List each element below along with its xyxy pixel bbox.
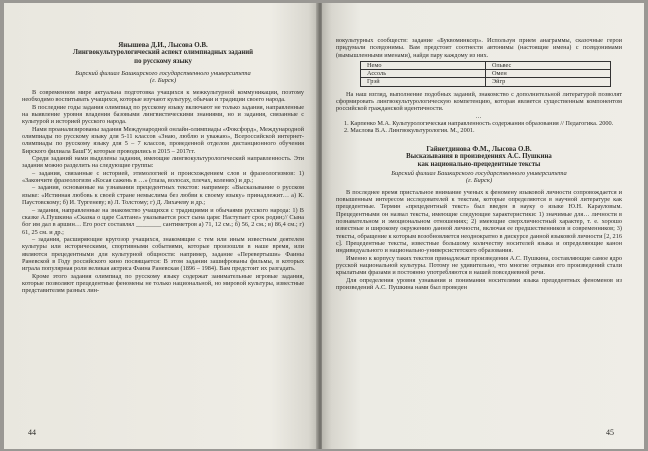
- anagram-table: [360, 61, 611, 87]
- left-paragraph: Нами проанализированы задания Международной онлайн-олимпиады «Фоксфорд», Международной олимпиады по русскому языку для 5-11 классов «Знаю, люблю и уважаю», Всероссийской интернет-олимпиады по русскому языку для 5 – 7 классов, проведенной отделом дистанционного обучения Бирского филиала БашГУ, которые проводились в 2015 – 2017гг.: [22, 125, 304, 155]
- right-article-title-line-1: Высказывания в произведениях А.С. Пушкина: [406, 153, 552, 161]
- left-paragraph: – задания, направленные на знакомство учащихся с традициями и обычаями русского народа: 1) В сказке А.Пушкина «Сказка о царе Салтане» указывается рост сына царя: Наступает срок родин;// Сына бог им дал в аршин… Его рост составлял ________ сантиметров а) 71, 12 см.; б) 56, 2 см.; в) 86,4 см.; г) 61, 25 см. и др.;: [22, 206, 304, 236]
- reference-item: 1. Карпенко М.А. Культурологическая направленность содержания образования // Педагогика. 2000.: [344, 120, 614, 128]
- left-paragraph: – задания, расширяющие кругозор учащихся, знакомящие с тем или иным известным деятелем культуры или историческими, спортивными событиями, которые произошли в наше время, или являются прецедентными для культурной общности: например, задание «Перевертыши» Фаины Раневской в Году российского кино посвящается: В этом задании зашифрованы фильмы, в которых играла популярная роли великая актриса Фаина Раневская (1896 – 1984). Вам предстоит их разгадать.: [22, 235, 304, 273]
- left-article-authors: Янышева Д.И., Лысова О.В.: [118, 41, 208, 49]
- left-paragraph: В последние годы задания олимпиад по русскому языку включают не только задания, направленные на выявление уровня владения базовыми лингвистическими знаниями, но и задания, связанные с культурой и историей русского народа.: [22, 103, 304, 126]
- left-article-city: (г. Бирск): [149, 77, 177, 85]
- left-paragraph: Среди заданий нами выделены задания, имеющие лингвокультурологический направленность. Эти задания можно разделить на следующие группы:: [22, 155, 304, 170]
- table-cell: Немо: [361, 62, 486, 70]
- right-article-title-line-2: как национально-прецедентные тексты: [417, 161, 541, 169]
- table-cell: Эйгр: [486, 78, 611, 86]
- references-separator: …: [475, 112, 483, 120]
- table-row: [361, 78, 611, 86]
- right-continued-paragraph: вокультурных сообществ: задание «Буквоминксер». Используя прием анаграммы, сказочные герои придумали псевдонимы. Вам предстоит соотнести автонимы (настоящие имена) с псевдонимами (вымышленными именами), найдя пару каждому из них.: [336, 37, 622, 59]
- left-paragraph: – задания, связанные с историей, этимологией и происхождением слов и фразеологизмов: 1) «Закончите фразеологизм «Косая сажень в …» (глаза, волосах, плечах, коленях) и др.;: [22, 169, 304, 185]
- right-article-authors: Гайнетдинова Ф.М., Лысова О.В.: [426, 144, 532, 153]
- left-paragraph: – задания, основанные на узнавании прецедентных текстов: например: «Высказывание о русском языке: «Истинная любовь к своей стране немыслима без любви к своему языку» принадлежит… а) К. Паустовскому; б) И. Тургеневу; в) Л. Толстому; г) Д. Лихачеву и др.;: [22, 184, 304, 207]
- left-article-title-line-2: по русскому языку: [134, 57, 192, 65]
- references-list: [336, 120, 622, 135]
- table-cell: Ольвес: [486, 62, 611, 70]
- right-paragraph: Для определения уровня узнавания и понимания носителями языка прецедентных феноменов из произведений А.С. Пушкина нами был проведен: [336, 276, 622, 292]
- table-cell: Омен: [486, 70, 611, 78]
- right-paragraph: Именно к корпусу таких текстов принадлежат произведения А.С. Пушкина, составляющие самое ядро русской национальной культуры. Потому не удивительно, что многие отрывки его произведений стали крылатыми фразами и постоянно употребляются в нашей повседневной речи.: [336, 254, 622, 277]
- table-row: [361, 70, 611, 78]
- right-paragraph: В последнее время пристальное внимание ученых к феномену языковой личности сопровождается и повышенным интересом исследователей к текстам, которые определяются в научной литературе как прецедентные. Термин «прецедентный текст» был введен в науку о языке Ю.Н. Карауловым. Прецедентными он назвал тексты, имеющие следующие характеристики: 1) значимые для… личности в познавательном и эмоциональном отношениях; 2) имеющие сверхличностный характер, т. е. хорошо известные и широкому окружению данной личности, включая ее предшественников и современников; 3) тексты, обращение к которым возобновляется неоднократно в дискурсе данной языковой личности [2, 216 с]. Прецедентные тексты, известные большому количеству носителей языка и определяющие канон индивидуального и национально-универсистетского образования.: [336, 188, 622, 255]
- left-paragraph: В современном мире актуальна подготовка учащихся к межкультурной коммуникации, поэтому необходимо воспитывать учащихся, которые изучают культуру, обычаи и традиции своего народа.: [22, 89, 304, 104]
- right-article-city: (г. Бирск): [465, 177, 493, 185]
- table-row: [361, 62, 611, 70]
- left-paragraph: Кроме этого задания олимпиад по русскому языку содержат занимательные игровые задания, которые позволяют прецедентные феномены не только национальной, но мировой культуры, известные представителям разных лин-: [22, 272, 304, 295]
- left-page: [4, 3, 318, 449]
- right-page: [322, 3, 644, 449]
- left-page-number: 44: [28, 428, 36, 437]
- left-article-title-line-1: Лингвокультурологический аспект олимпиадных заданий: [72, 49, 254, 57]
- right-article-affiliation: Бирский филиал Башкирского государственного университета: [391, 169, 567, 177]
- right-paragraph: На наш взгляд, выполнение подобных заданий, знакомство с дополнительной литературой позволят сформировать лингвокультурологическую компетенцию, которая является существенным компонентом российской гражданской идентичности.: [336, 90, 622, 113]
- table-cell: Ассоль: [361, 70, 486, 78]
- table-cell: Грэй: [361, 78, 486, 86]
- open-book: [4, 3, 644, 449]
- reference-item: 2. Маслова В.А. Лингвокультурология. М., 2001.: [344, 127, 475, 135]
- left-article-affiliation: Бирский филиал Башкирского государственного университета: [75, 69, 251, 77]
- right-page-number: 45: [606, 428, 614, 437]
